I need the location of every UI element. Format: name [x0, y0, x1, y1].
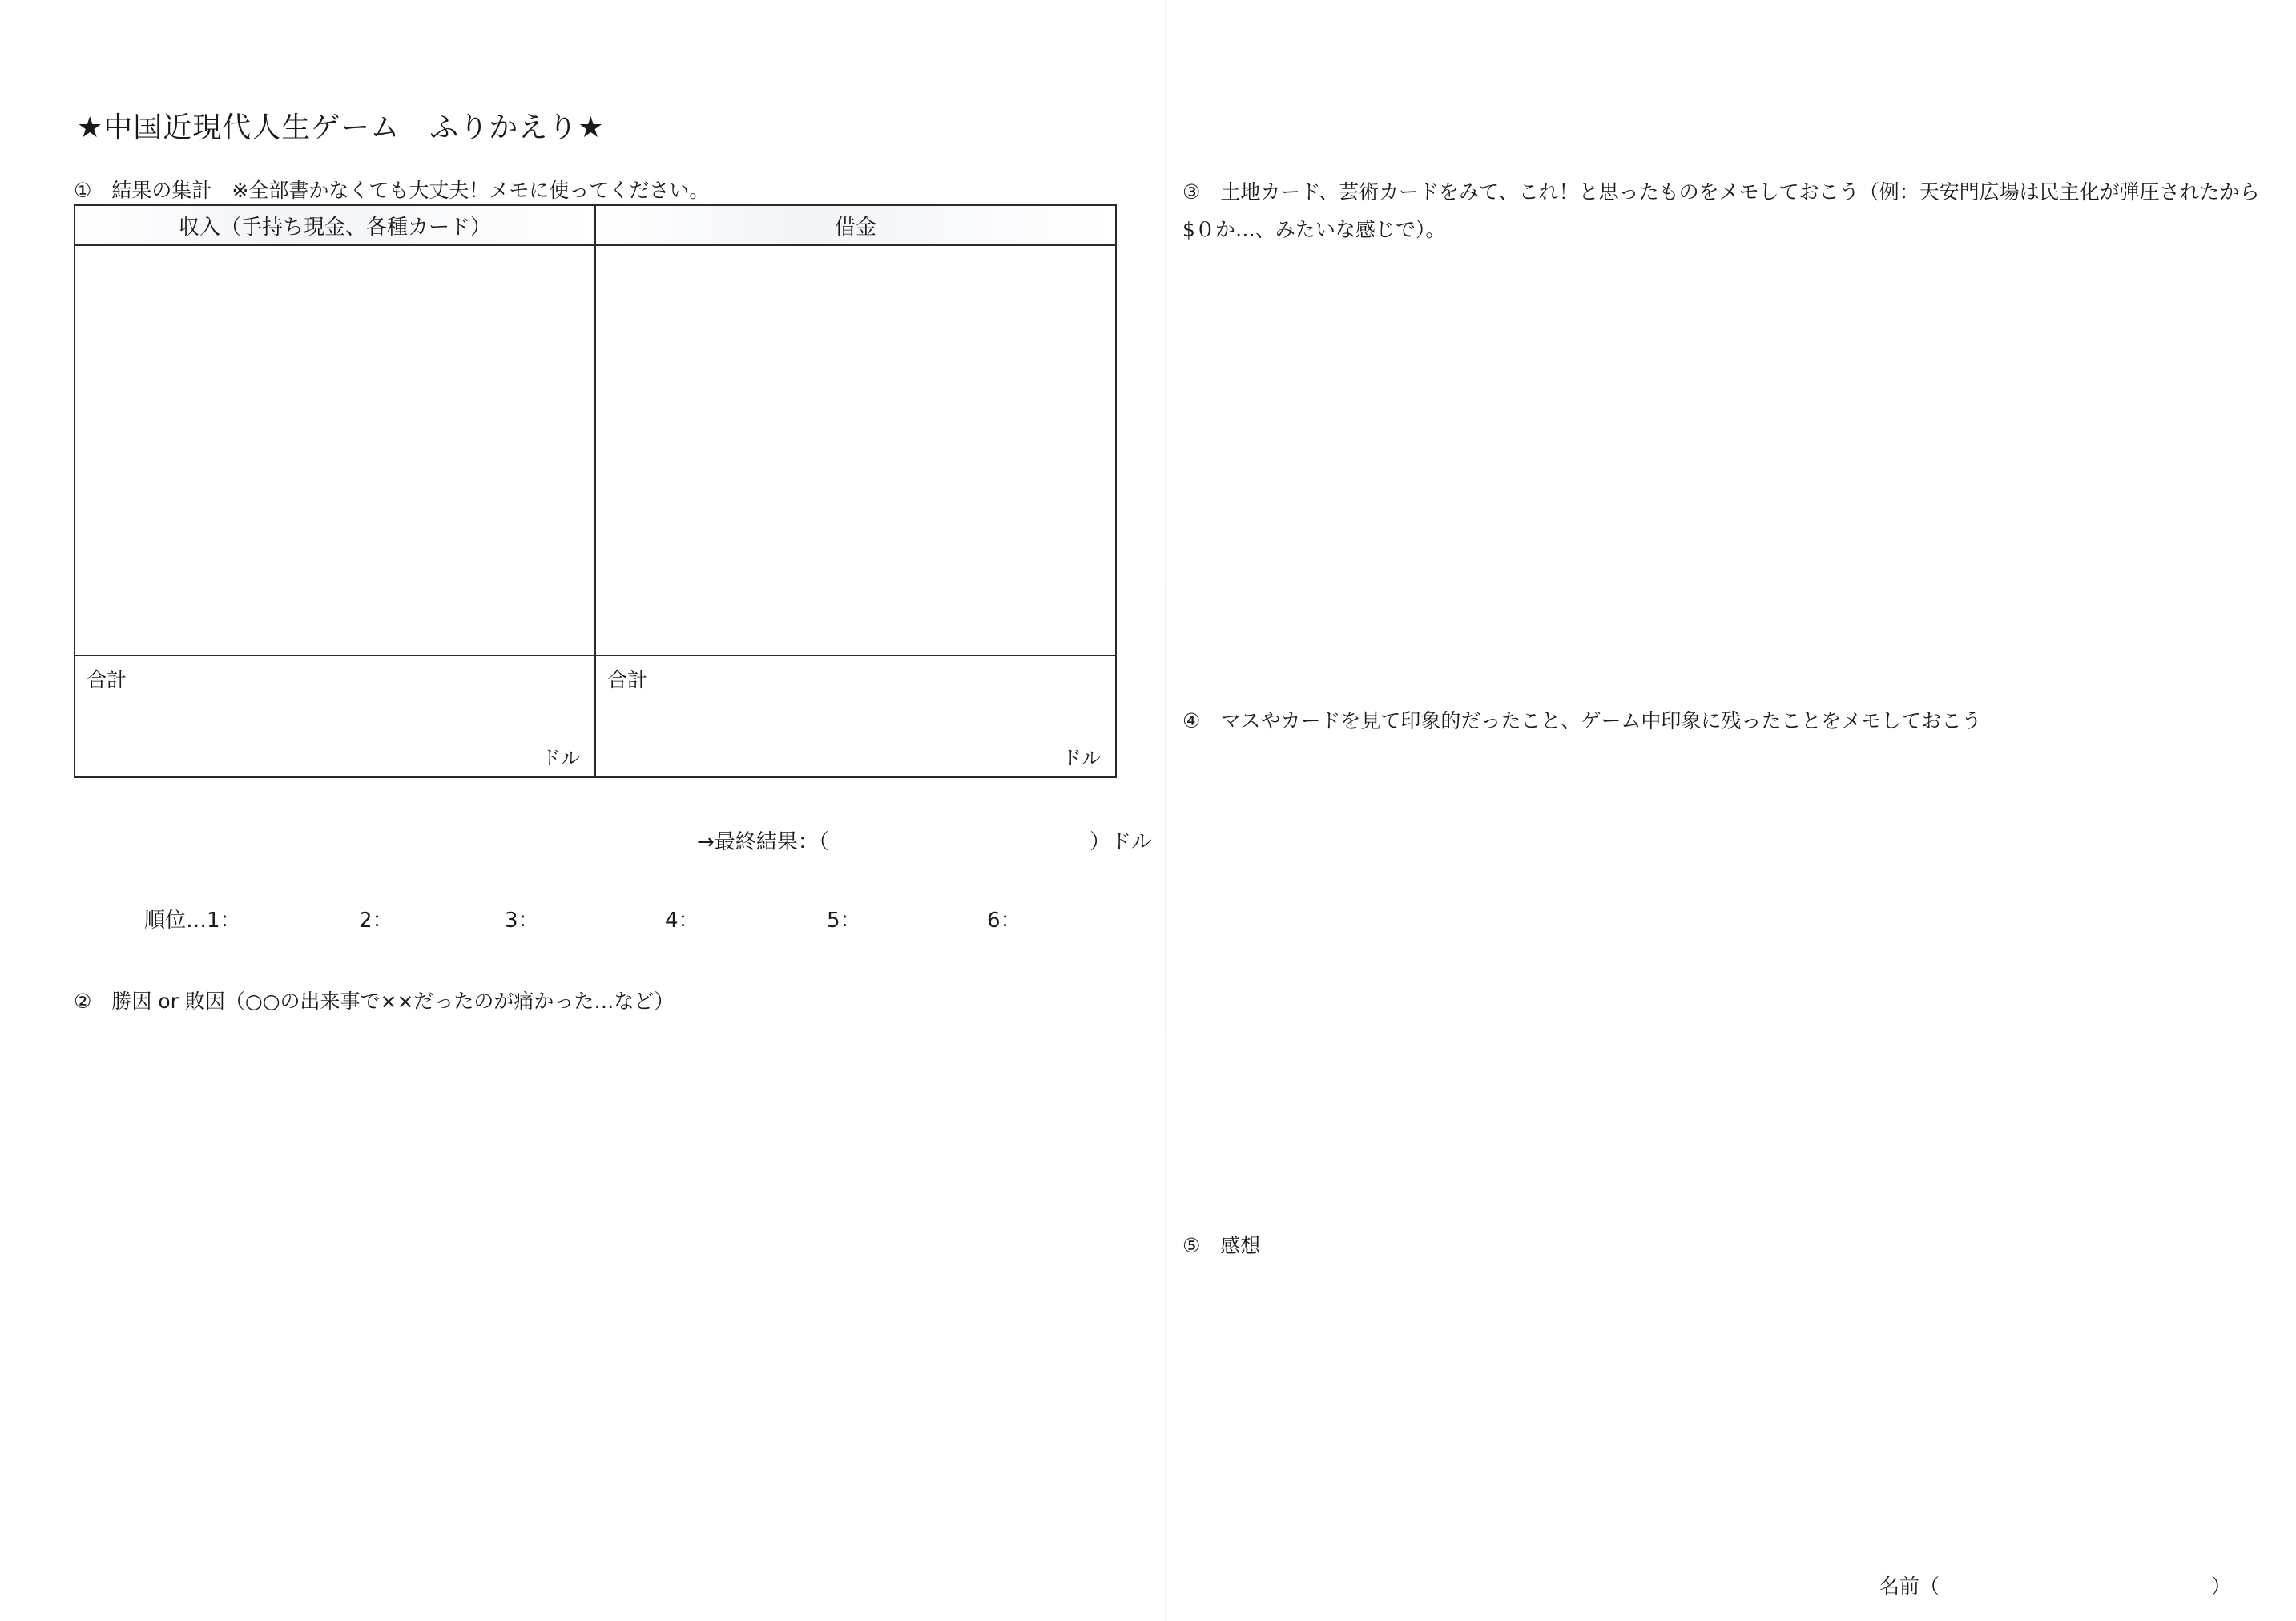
- section-4-heading: ④ マスやカードを見て印象的だったこと、ゲーム中印象に残ったことをメモしておこう: [1182, 709, 1982, 732]
- debt-total-unit: ドル: [1062, 747, 1101, 769]
- income-total-unit: ドル: [542, 747, 580, 769]
- result-summary-table: [74, 204, 1117, 778]
- section-1-heading: ① 結果の集計 ※全部書かなくても大丈夫！メモに使ってください。: [74, 179, 710, 202]
- page-fold: [1165, 0, 1166, 1621]
- final-result-label: →最終結果：（: [697, 830, 829, 854]
- income-entry-area[interactable]: [75, 245, 595, 655]
- debt-entry-area[interactable]: [595, 245, 1116, 655]
- rank-4-label: 4：: [665, 909, 699, 933]
- rank-1-label: 順位…1：: [144, 909, 241, 933]
- final-result-unit: ）ドル: [1090, 830, 1153, 854]
- rank-2-label: 2：: [359, 909, 393, 933]
- rank-5-label: 5：: [827, 909, 861, 933]
- debt-total-cell[interactable]: [595, 655, 1116, 777]
- section-2-heading: ② 勝因 or 敗因（○○の出来事で××だったのが痛かった…など）: [74, 990, 675, 1013]
- rank-3-label: 3：: [505, 909, 539, 933]
- income-column-header: 収入（手持ち現金、各種カード）: [75, 205, 595, 245]
- debt-total-label: 合計: [607, 668, 648, 692]
- worksheet-title: ★中国近現代人生ゲーム ふりかえり★: [77, 111, 605, 144]
- debt-column-header: 借金: [595, 205, 1116, 245]
- section-3-line-2: $０か…、みたいな感じで）。: [1182, 218, 1446, 241]
- income-total-label: 合計: [87, 668, 127, 692]
- name-label: 名前（: [1879, 1575, 1940, 1598]
- income-total-cell[interactable]: [75, 655, 595, 777]
- rank-6-label: 6：: [987, 909, 1021, 933]
- name-close: ）: [2211, 1575, 2232, 1598]
- section-3-line-1: ③ 土地カード、芸術カードをみて、これ！と思ったものをメモしておこう（例：天安門広場は民主化が弾圧されたから: [1182, 180, 2260, 204]
- section-3-heading: [1182, 173, 2260, 248]
- section-5-heading: ⑤ 感想: [1182, 1234, 1261, 1257]
